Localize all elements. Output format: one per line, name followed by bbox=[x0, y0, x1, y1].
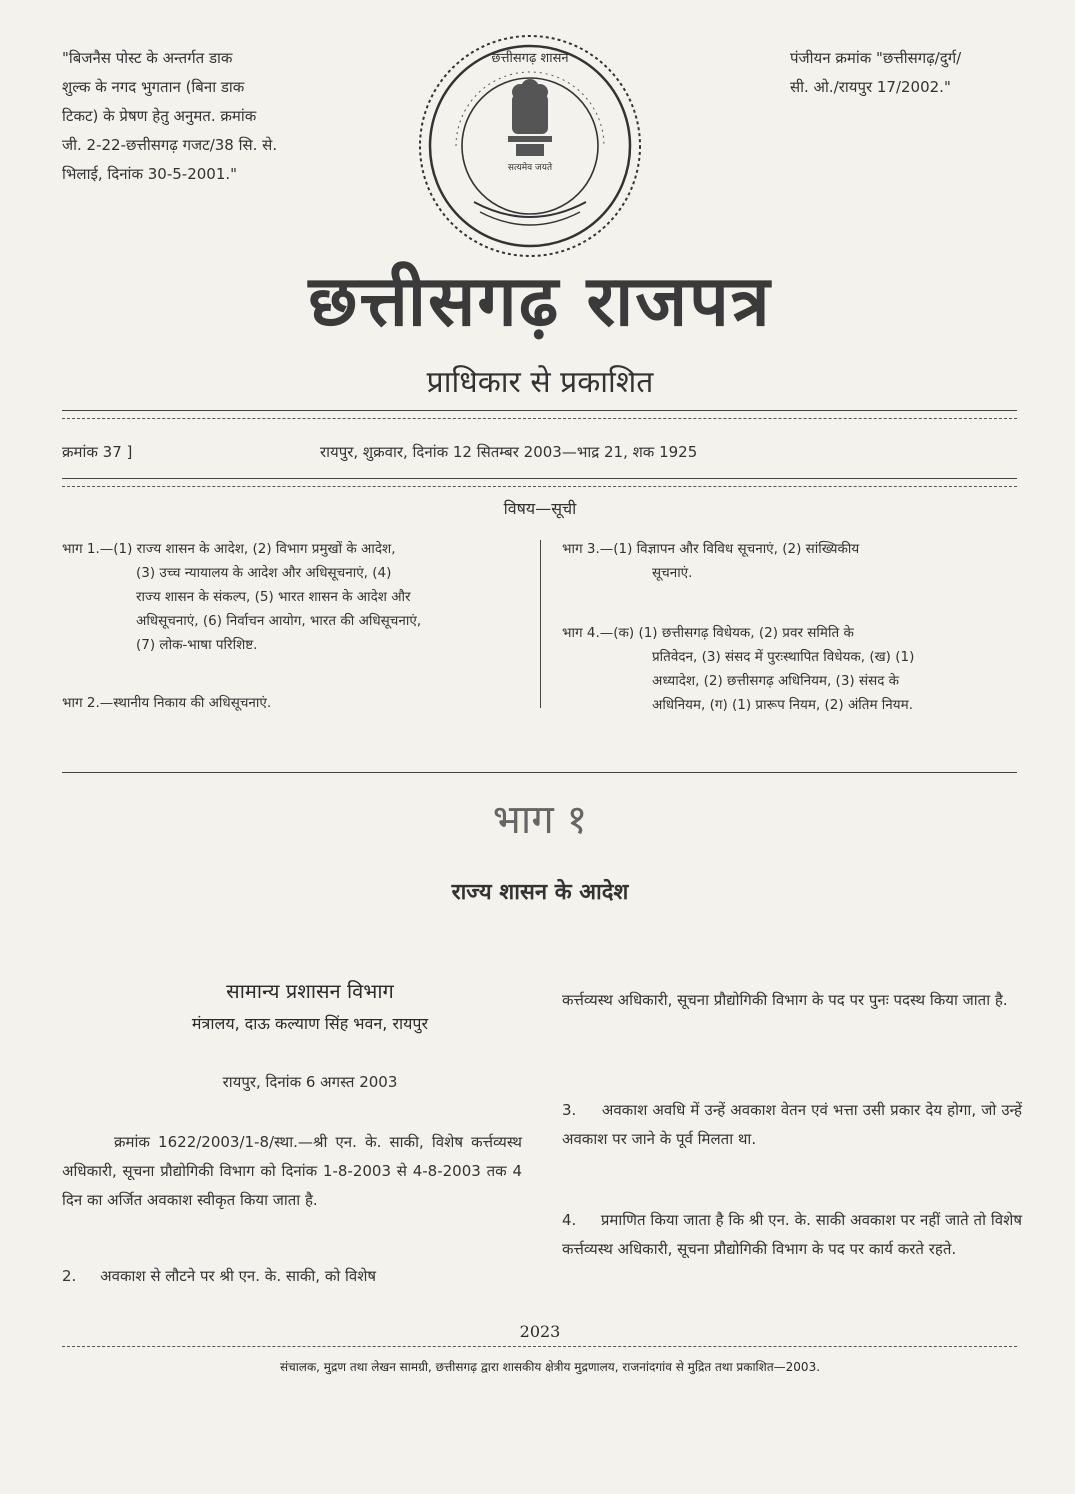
divider bbox=[62, 486, 1017, 487]
printer-credit: संचालक, मुद्रण तथा लेखन सामग्री, छत्तीसगढ़ द्वारा शासकीय क्षेत्रीय मुद्रणालय, राजनांदगांव से मुद्रित तथा प्रकाशित—2003. bbox=[279, 1360, 821, 1374]
department-name: सामान्य प्रशासन विभाग bbox=[226, 979, 394, 1003]
toc-line: (7) लोक-भाषा परिशिष्ट. bbox=[136, 637, 258, 653]
toc-left-column bbox=[62, 537, 527, 715]
registration-line: सी. ओ./रायपुर 17/2002." bbox=[790, 78, 951, 96]
toc-line: प्रतिवेदन, (3) संसद में पुरःस्थापित विधेयक, (ख) (1) bbox=[652, 649, 915, 665]
order-date: रायपुर, दिनांक 6 अगस्त 2003 bbox=[222, 1073, 398, 1091]
toc-title: विषय—सूची bbox=[503, 499, 577, 518]
postal-line: जी. 2-22-छत्तीसगढ़ गजट/38 सि. से. bbox=[62, 136, 278, 154]
divider bbox=[62, 1346, 1017, 1347]
postal-permit-notice bbox=[62, 44, 317, 189]
order-paragraph-4: 4. प्रमाणित किया जाता है कि श्री एन. के. साकी अवकाश पर नहीं जाते तो विशेष कर्त्तव्यस्थ अधिकारी, सूचना प्रौद्योगिकी विभाग के पद पर कार्य करते रहते. bbox=[562, 1211, 1027, 1258]
part-title: भाग १ bbox=[492, 797, 588, 843]
toc-line: अधिसूचनाएं, (6) निर्वाचन आयोग, भारत की अधिसूचनाएं, bbox=[136, 613, 422, 629]
government-seal-icon bbox=[416, 32, 644, 260]
toc-line: (3) उच्च न्यायालय के आदेश और अधिसूचनाएं, (4) bbox=[136, 565, 392, 581]
toc-column-divider bbox=[540, 540, 541, 708]
issue-date: रायपुर, शुक्रवार, दिनांक 12 सितम्बर 2003—भाद्र 21, शक 1925 bbox=[320, 443, 698, 461]
part-subtitle: राज्य शासन के आदेश bbox=[451, 880, 629, 905]
toc-line: सूचनाएं. bbox=[652, 565, 693, 581]
postal-line: भिलाई, दिनांक 30-5-2001." bbox=[62, 165, 238, 183]
seal-text: छत्तीसगढ़ शासन bbox=[491, 51, 569, 66]
divider bbox=[62, 772, 1017, 773]
toc-right-column bbox=[562, 537, 1032, 717]
page-number: 2023 bbox=[519, 1322, 561, 1341]
gazette-masthead: छत्तीसगढ़ राजपत्र bbox=[308, 259, 772, 342]
seal-motto: सत्यमेव जयते bbox=[507, 163, 553, 173]
divider bbox=[62, 478, 1017, 479]
toc-line: भाग 4.—(क) (1) छत्तीसगढ़ विधेयक, (2) प्रवर समिति के bbox=[562, 625, 854, 641]
issue-number: क्रमांक 37 ] bbox=[62, 443, 133, 461]
order-paragraph-2: 2. अवकाश से लौटने पर श्री एन. के. साकी, को विशेष bbox=[62, 1267, 377, 1285]
toc-line: भाग 3.—(1) विज्ञापन और विविध सूचनाएं, (2) सांख्यिकीय bbox=[562, 541, 860, 557]
postal-line: टिकट) के प्रेषण हेतु अनुमत. क्रमांक bbox=[62, 107, 257, 125]
order-paragraph-2-continued: कर्त्तव्यस्थ अधिकारी, सूचना प्रौद्योगिकी विभाग के पद पर पुनः पदस्थ किया जाता है. bbox=[562, 991, 1008, 1009]
registration-line: पंजीयन क्रमांक "छत्तीसगढ़/दुर्ग/ bbox=[790, 49, 962, 67]
order-paragraph-3: 3. अवकाश अवधि में उन्हें अवकाश वेतन एवं भत्ता उसी प्रकार देय होगा, जो उन्हें अवकाश पर जाने के पूर्व मिलता था. bbox=[562, 1101, 1027, 1148]
postal-line: शुल्क के नगद भुगतान (बिना डाक bbox=[62, 78, 245, 96]
gazette-subtitle: प्राधिकार से प्रकाशित bbox=[426, 365, 654, 400]
divider bbox=[62, 418, 1017, 419]
divider bbox=[62, 410, 1017, 411]
toc-line: अधिनियम, (ग) (1) प्रारूप नियम, (2) अंतिम नियम. bbox=[652, 697, 913, 713]
registration-number bbox=[790, 44, 1030, 102]
toc-line: भाग 2.—स्थानीय निकाय की अधिसूचनाएं. bbox=[62, 695, 272, 711]
postal-line: "बिजनैस पोस्ट के अन्तर्गत डाक bbox=[62, 49, 233, 67]
toc-line: भाग 1.—(1) राज्य शासन के आदेश, (2) विभाग प्रमुखों के आदेश, bbox=[62, 541, 396, 557]
department-address: मंत्रालय, दाऊ कल्याण सिंह भवन, रायपुर bbox=[191, 1014, 429, 1033]
order-paragraph-1: क्रमांक 1622/2003/1-8/स्था.—श्री एन. के. साकी, विशेष कर्त्तव्यस्थ अधिकारी, सूचना प्रौद्योगिकी विभाग को दिनांक 1-8-2003 से 4-8-2003 तक 4 दिन का अर्जित अवकाश स्वीकृत किया जाता है. bbox=[62, 1133, 522, 1209]
toc-line: राज्य शासन के संकल्प, (5) भारत शासन के आदेश और bbox=[136, 589, 411, 605]
toc-line: अध्यादेश, (2) छत्तीसगढ़ अधिनियम, (3) संसद के bbox=[652, 673, 900, 689]
